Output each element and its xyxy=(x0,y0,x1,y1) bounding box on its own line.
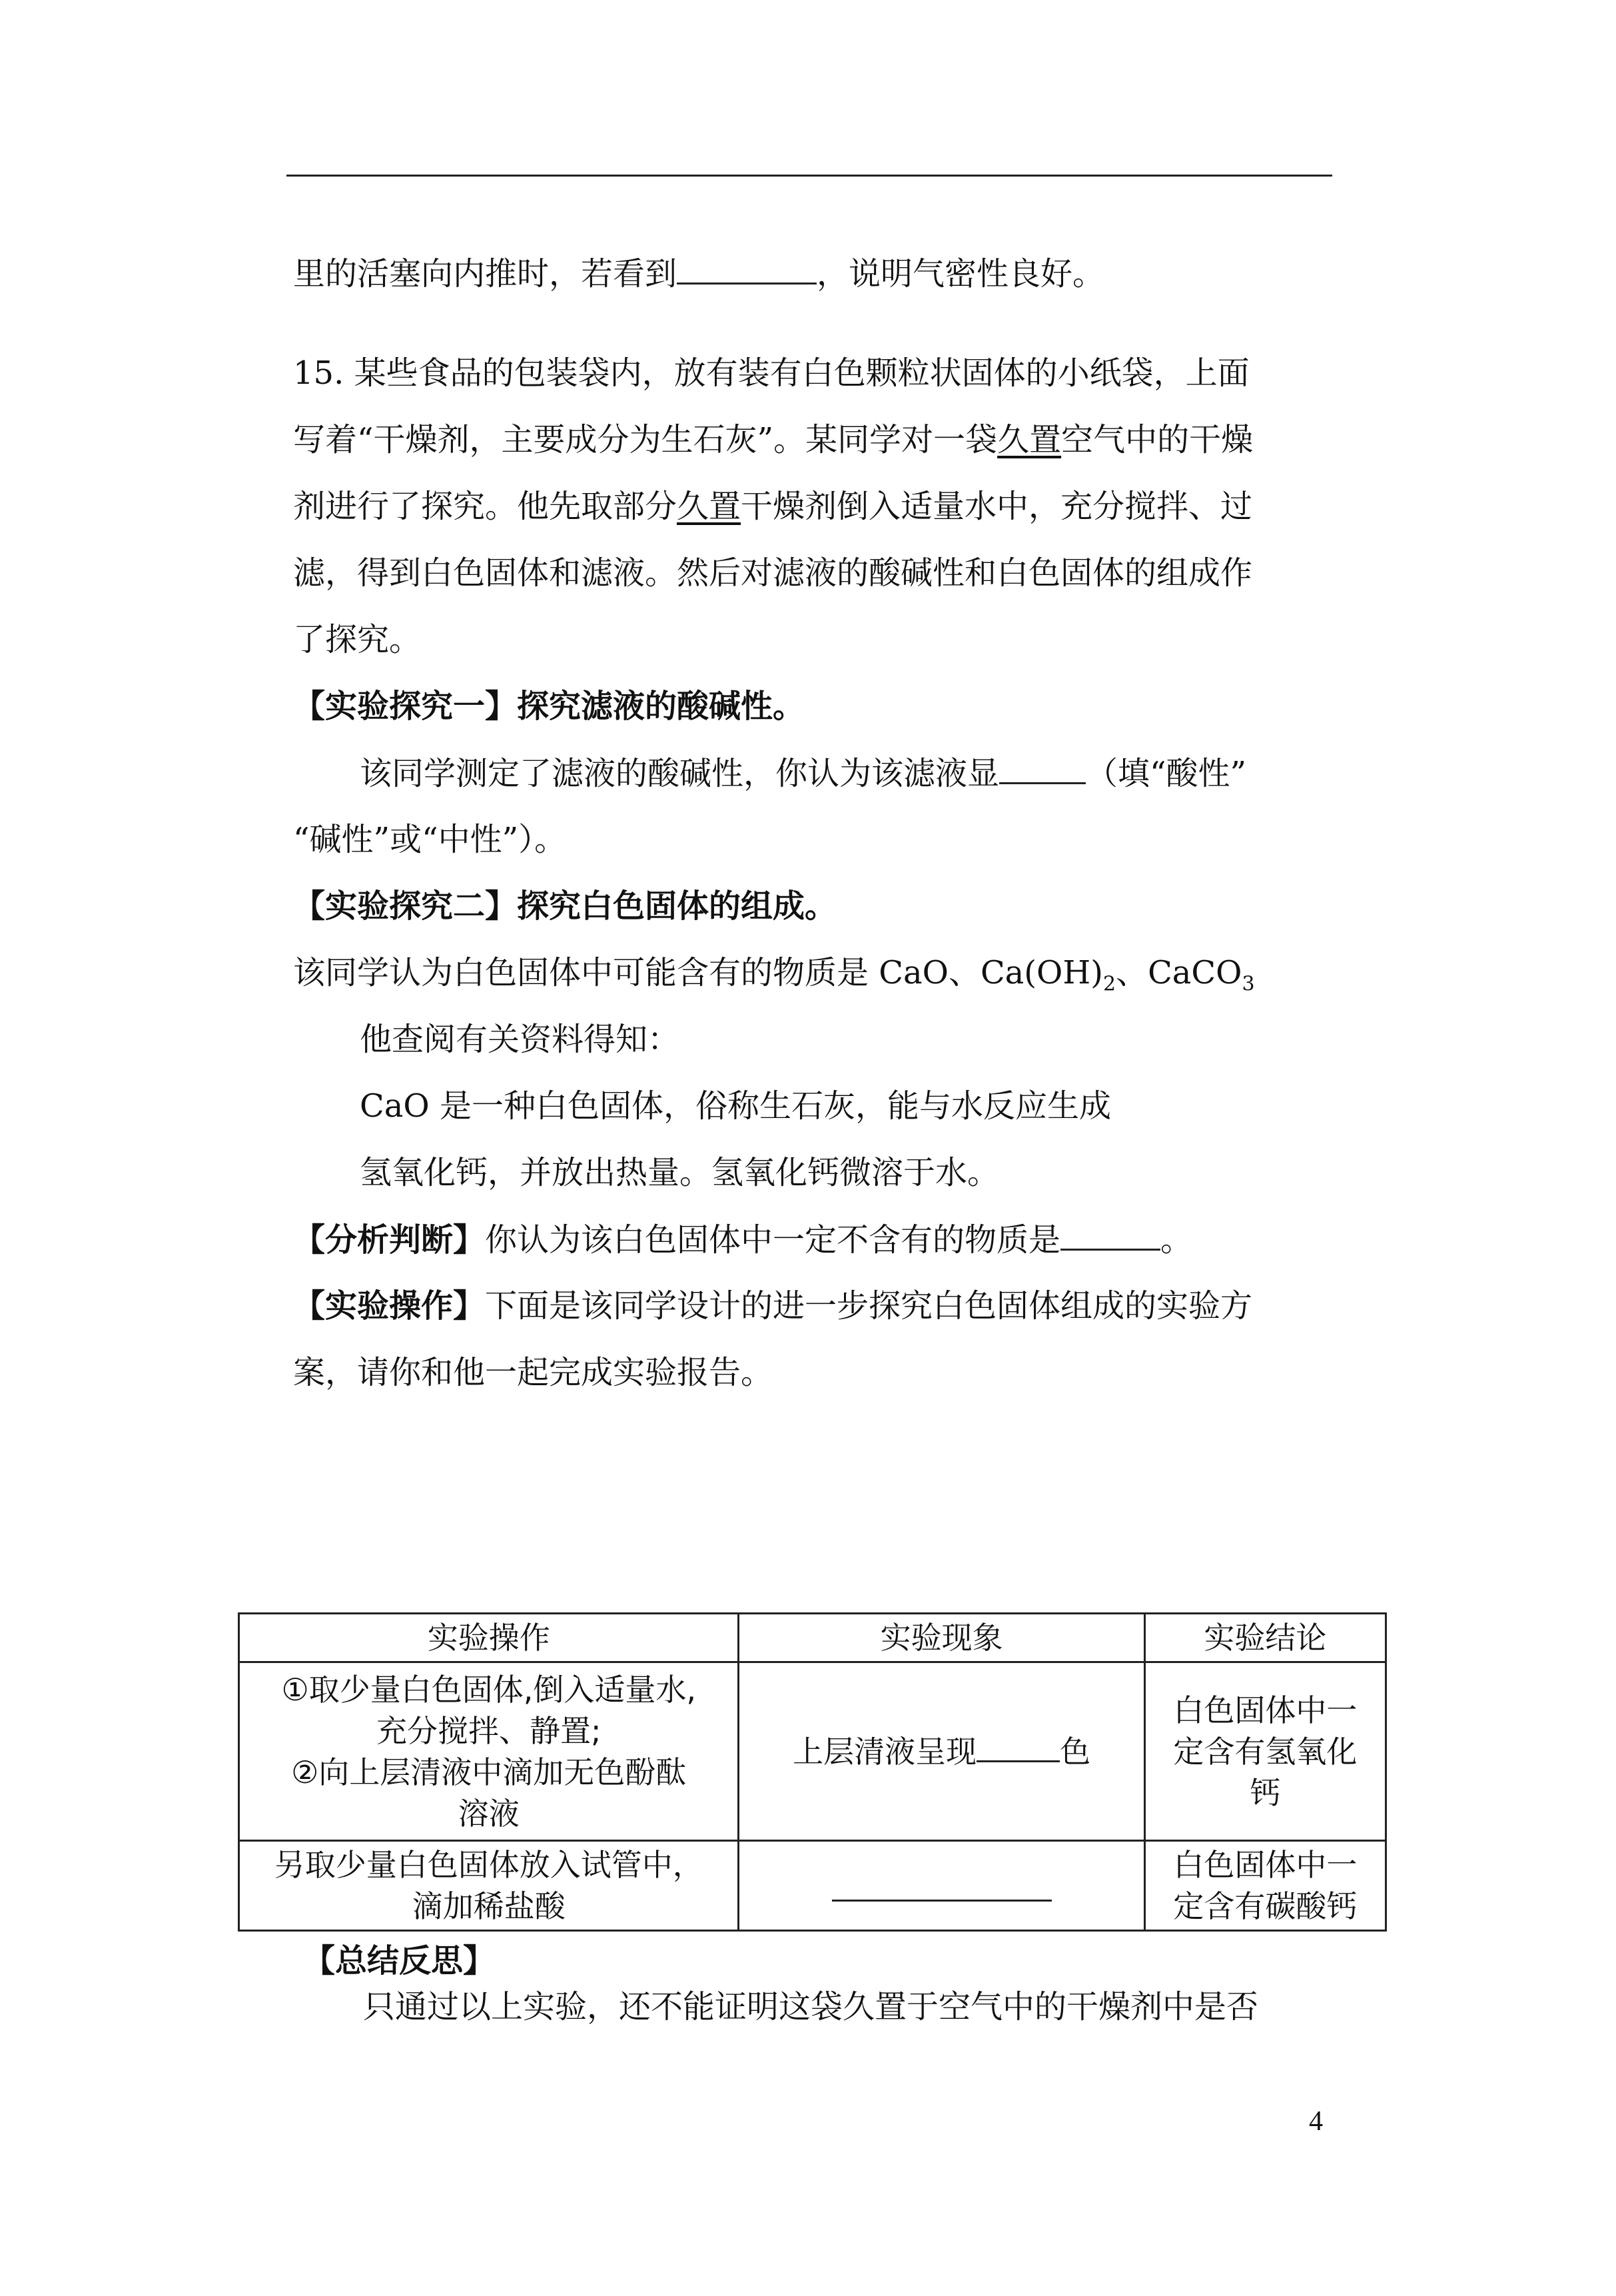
table-row xyxy=(239,1841,1386,1931)
q15-line-3 xyxy=(293,486,1252,526)
text: ，说明气密性良好。 xyxy=(817,255,1105,292)
exp1-text-2: “碱性”或“中性”）。 xyxy=(293,821,567,858)
table-header: 实验操作 xyxy=(239,1614,739,1662)
exp2-text-3: CaO 是一种白色固体，俗称生石灰，能与水反应生成 xyxy=(360,1087,1111,1125)
page-number: 4 xyxy=(1309,2106,1323,2137)
table-header-row xyxy=(239,1614,1386,1662)
operation-line-1 xyxy=(293,1286,1252,1326)
cell-text: 白色固体中一 xyxy=(1173,1847,1358,1883)
cell-text: 色 xyxy=(1060,1733,1091,1770)
q15-line-2 xyxy=(293,420,1253,460)
summary-heading: 【总结反思】 xyxy=(303,1942,496,1980)
table-cell xyxy=(739,1662,1144,1841)
text: 该同学认为白色固体中可能含有的物质是 CaO、Ca(OH) xyxy=(293,954,1103,991)
answer-blank xyxy=(977,1734,1060,1762)
underlined-term: 久置 xyxy=(997,421,1062,458)
text: 干燥剂倒入适量水中，充分搅拌、过 xyxy=(741,488,1253,525)
exp2-text-1 xyxy=(293,953,1255,996)
answer-blank xyxy=(832,1899,1052,1902)
subscript: 3 xyxy=(1242,972,1255,996)
cell-text: 定含有碳酸钙 xyxy=(1173,1888,1358,1924)
label: 【实验操作】 xyxy=(293,1287,486,1325)
cell-text: 另取少量白色固体放入试管中， xyxy=(274,1847,703,1883)
subscript: 2 xyxy=(1102,972,1116,996)
q15-line-5: 了探究。 xyxy=(293,621,422,658)
experiment-table xyxy=(238,1612,1387,1932)
exp2-heading: 【实验探究二】探究白色固体的组成。 xyxy=(293,887,837,925)
cell-text: 上层清液呈现 xyxy=(793,1733,977,1770)
text: 你认为该白色固体中一定不含有的物质是 xyxy=(485,1221,1061,1259)
table-cell xyxy=(1144,1841,1386,1931)
operation-line-2: 案，请你和他一起完成实验报告。 xyxy=(293,1354,773,1391)
answer-blank xyxy=(1060,1219,1160,1251)
cell-text: 定含有氢氧化 xyxy=(1173,1733,1358,1770)
text: 写着“干燥剂，主要成分为生石灰”。某同学对一袋 xyxy=(293,421,998,458)
cell-text: 滴加稀盐酸 xyxy=(412,1888,566,1924)
cell-text: 钙 xyxy=(1250,1774,1281,1811)
table-header: 实验结论 xyxy=(1144,1614,1386,1662)
text: 该同学测定了滤液的酸碱性，你认为该滤液显 xyxy=(360,755,1000,792)
table-cell xyxy=(1144,1662,1386,1841)
header-rule xyxy=(286,175,1332,177)
cell-text: 白色固体中一 xyxy=(1173,1692,1358,1728)
exp2-text-2: 他查阅有关资料得知： xyxy=(360,1021,680,1058)
exp1-heading: 【实验探究一】探究滤液的酸碱性。 xyxy=(293,688,805,725)
text: 剂进行了探究。他先取部分 xyxy=(293,488,677,525)
label: 【分析判断】 xyxy=(293,1221,486,1259)
text: 。 xyxy=(1160,1221,1193,1259)
cell-text: 充分搅拌、静置; xyxy=(376,1712,602,1749)
text: 下面是该同学设计的进一步探究白色固体组成的实验方 xyxy=(485,1287,1253,1325)
cell-text: ①取少量白色固体,倒入适量水, xyxy=(281,1671,696,1708)
table-cell xyxy=(239,1662,739,1841)
answer-blank xyxy=(677,253,817,285)
cell-text: 溶液 xyxy=(458,1795,520,1832)
cell-text: ②向上层清液中滴加无色酚酞 xyxy=(291,1754,687,1790)
table-cell xyxy=(739,1841,1144,1931)
text: 、CaCO xyxy=(1116,954,1242,991)
text: 里的活塞向内推时，若看到 xyxy=(293,255,677,292)
summary-text: 只通过以上实验，还不能证明这袋久置于空气中的干燥剂中是否 xyxy=(363,1988,1259,2025)
answer-blank xyxy=(999,753,1086,784)
exp1-text-1 xyxy=(360,753,1246,794)
table-header: 实验现象 xyxy=(739,1614,1144,1662)
q15-line-1: 15. 某些食品的包装袋内，放有装有白色颗粒状固体的小纸袋，上面 xyxy=(293,354,1250,392)
table-cell xyxy=(239,1841,739,1931)
q15-line-4: 滤，得到白色固体和滤液。然后对滤液的酸碱性和白色固体的组成作 xyxy=(293,554,1253,592)
analysis-line xyxy=(293,1219,1192,1260)
exp2-text-4: 氢氧化钙，并放出热量。氢氧化钙微溶于水。 xyxy=(360,1154,1000,1191)
line-continuation xyxy=(293,253,1104,294)
text: （填“酸性” xyxy=(1086,755,1247,792)
underlined-term: 久置 xyxy=(677,488,741,525)
text: 空气中的干燥 xyxy=(1061,421,1254,458)
table-row xyxy=(239,1662,1386,1841)
